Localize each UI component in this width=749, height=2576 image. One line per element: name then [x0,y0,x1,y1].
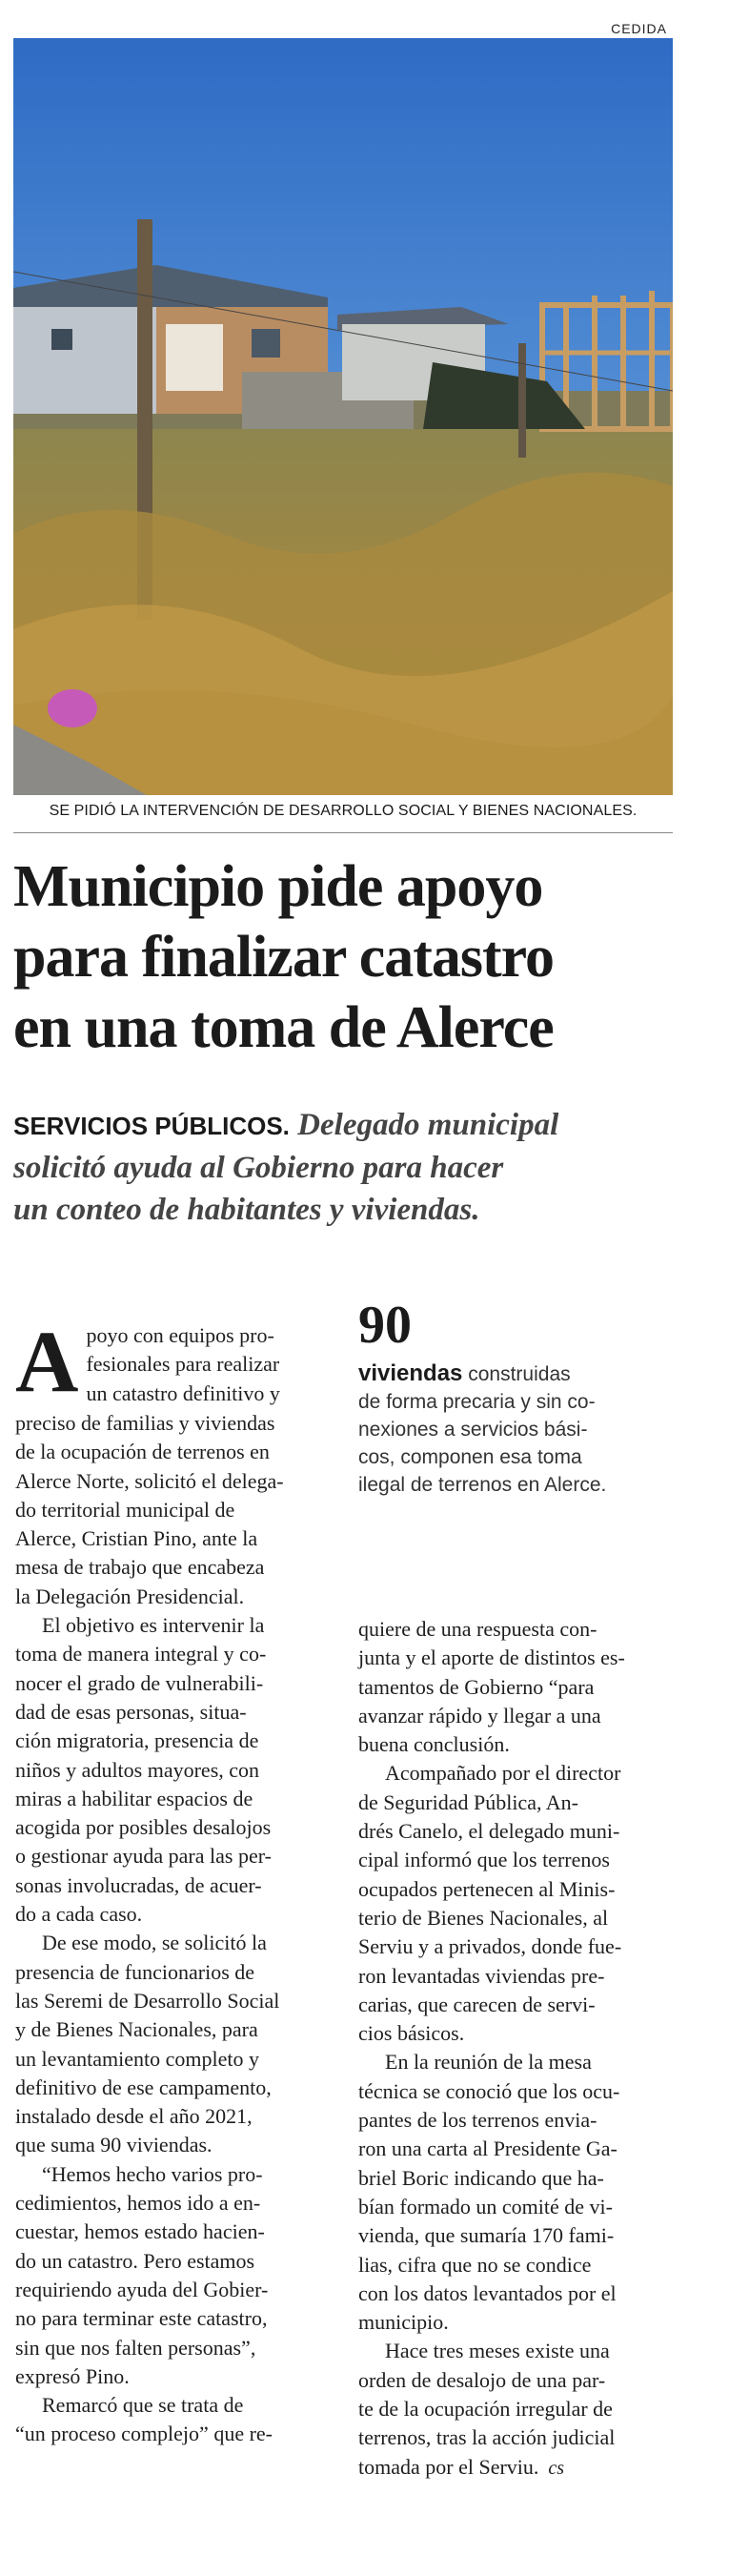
body-line-text: ron una carta al Presidente Ga- [358,2136,617,2161]
body-line-text: toma de manera integral y co- [15,1642,267,1666]
lead-text: Delegado municipal [289,1108,559,1142]
body-line-text: drés Canelo, el delegado muni- [358,1819,620,1844]
body-line-text: pantes de los terrenos envia- [358,2108,597,2133]
body-line [15,1553,335,1582]
body-line-text: sin que nos falten personas”, [15,2335,256,2360]
body-line: poyo con equipos pro- [86,1323,274,1347]
body-line [15,1785,335,1813]
lead-line: solicitó ayuda al Gobierno para hacer [13,1151,504,1185]
body-line [15,2045,335,2074]
body-line-text: que suma 90 viviendas. [15,2133,213,2157]
stat-line: de forma precaria y sin co- [358,1391,596,1413]
body-line [15,1987,335,2015]
body-column-2 [358,1615,673,2482]
body-line [15,1409,335,1438]
body-line-text: cios básicos. [358,2021,465,2046]
photo-caption: SE PIDIÓ LA INTERVENCIÓN DE DESARROLLO SOCIAL Y BIENES NACIONALES. [49,803,638,819]
body-line [358,2251,673,2280]
body-line-text: carias, que carecen de servi- [358,1992,596,2016]
body-line-text: municipio. [358,2310,449,2335]
body-line [15,2362,335,2391]
body-line-text: cipal informó que los terrenos [358,1848,610,1872]
body-line [358,2193,673,2221]
body-line-text: lias, cifra que no se condice [358,2252,592,2277]
body-line: fesionales para realizar [86,1352,280,1377]
body-line [15,1640,335,1668]
body-line [15,1496,335,1524]
body-line-text: sonas involucradas, de acuer- [15,1872,262,1897]
stat-line: cos, componen esa toma [358,1446,582,1468]
stat-box [358,1298,673,1499]
body-line [15,1524,335,1553]
stat-line [358,1360,673,1388]
body-line [15,2304,335,2333]
body-line-text: de Seguridad Pública, An- [358,1789,578,1814]
lead-line: un conteo de habitantes y viviendas. [13,1193,480,1227]
body-line [358,1759,673,1788]
body-line [358,1904,673,1932]
body-line-text: El objetivo es intervenir la [42,1613,265,1638]
body-line-text: Acompañado por el director [385,1761,621,1786]
article-lead [13,1104,680,1231]
body-line-text: expresó Pino. [15,2363,130,2388]
photo-credit: CEDIDA [611,21,667,36]
body-line-text: no para terminar este catastro, [15,2306,268,2331]
body-line [358,1673,673,1702]
body-line [358,2453,673,2482]
body-line [358,2048,673,2076]
body-line [358,2423,673,2452]
body-line-text: mesa de trabajo que encabeza [15,1555,265,1580]
body-line [358,1817,673,1846]
body-line [15,2160,335,2189]
body-line [358,1991,673,2019]
body-line [15,1900,335,1929]
body-line-text: tamentos de Gobierno “para [358,1674,595,1699]
body-line-text: requiriendo ayuda del Gobier- [15,2277,269,2301]
body-line-text: do a cada caso. [15,1902,143,1927]
body-line [358,1875,673,1904]
body-line [15,1727,335,1755]
headline-line: en una toma de Alerce [13,995,554,1060]
body-line-text: Serviu y a privados, donde fue- [358,1934,622,1959]
body-line [15,1583,335,1611]
body-line-text: ron levantadas viviendas pre- [358,1963,605,1988]
body-line [15,1669,335,1698]
body-line [358,2366,673,2395]
body-line [358,2395,673,2423]
body-line-text: dad de esas personas, situa- [15,1699,247,1724]
stat-number: 90 [358,1296,412,1355]
body-line [15,2420,335,2448]
body-line [15,1813,335,1842]
body-line-text: un levantamiento completo y [15,2046,259,2071]
body-line-text: acogida por posibles desalojos [15,1815,272,1840]
body-line [358,2135,673,2163]
body-line-text: técnica se conoció que los ocu- [358,2078,620,2103]
body-line-text: ción migratoria, presencia de [15,1728,259,1753]
body-line-text: bían formado un comité de vi- [358,2194,613,2218]
body-line [358,1789,673,1817]
body-line-text: con los datos levantados por el [358,2280,617,2305]
stat-word: viviendas [358,1360,463,1386]
body-line-text: “un proceso complejo” que re- [15,2422,273,2446]
body-line-text: briel Boric indicando que ha- [358,2165,604,2190]
body-line [358,2106,673,2135]
body-lines [358,1615,673,2482]
body-line [15,2015,335,2044]
caption-divider [13,832,673,833]
body-line-text: miras a habilitar espacios de [15,1786,253,1810]
headline-line: Municipio pide apoyo [13,854,543,919]
body-line-text: terio de Bienes Nacionales, al [358,1905,609,1930]
body-line-text: orden de desalojo de una par- [358,2367,606,2392]
body-line: un catastro definitivo y [86,1380,280,1405]
lead-line [13,1104,680,1147]
body-line-text: cuestar, hemos estado hacien- [15,2219,265,2244]
body-line-text: o gestionar ayuda para las per- [15,1844,272,1869]
body-line-text: Alerce, Cristian Pino, ante la [15,1526,258,1551]
body-line [358,2337,673,2365]
body-line-text: Remarcó que se trata de [42,2393,244,2418]
body-line-text: la Delegación Presidencial. [15,1584,245,1608]
body-line-text: preciso de familias y viviendas [15,1411,275,1435]
body-line [358,2308,673,2337]
stat-description [358,1360,673,1499]
body-line-text: instalado desde el año 2021, [15,2104,253,2129]
body-line [15,1698,335,1727]
body-line [15,1611,335,1640]
stat-line: ilegal de terrenos en Alerce. [358,1474,607,1496]
body-line-text: terrenos, tras la acción judicial [358,2425,616,2450]
body-line [358,1846,673,1874]
body-line [15,1438,335,1466]
body-line-text: Hace tres meses existe una [385,2339,610,2363]
body-line-text: avanzar rápido y llegar a una [358,1703,601,1728]
body-line-text: de la ocupación de terrenos en [15,1440,270,1464]
body-line-text: tomada por el Serviu. [358,2454,539,2479]
body-line-text: De ese modo, se solicitó la [42,1931,267,1955]
article-headline [13,851,680,1063]
body-line [358,2164,673,2193]
body-line-text: do un catastro. Pero estamos [15,2248,255,2273]
body-line-text: quiere de una respuesta con- [358,1617,597,1641]
body-line [358,1702,673,1730]
body-line-text: Alerce Norte, solicitó el delega- [15,1468,284,1493]
body-line [358,1730,673,1759]
body-line [15,2131,335,2159]
body-line [358,2280,673,2308]
body-line-text: te de la ocupación irregular de [358,2397,613,2422]
stat-text: construidas [462,1363,571,1385]
body-column-1 [15,1313,335,2449]
body-line-text: En la reunión de la mesa [385,2050,592,2075]
body-line [358,2221,673,2250]
body-line [358,2019,673,2048]
body-line [15,2102,335,2131]
body-line-text: vienda, que sumaría 170 fami- [358,2223,615,2248]
stat-line: nexiones a servicios bási- [358,1419,588,1441]
body-line-text: cedimientos, hemos ido a en- [15,2191,261,2216]
body-line [15,1756,335,1785]
body-line-text: junta y el aporte de distintos es- [358,1646,625,1670]
body-line [15,2218,335,2246]
headline-line: para finalizar catastro [13,925,555,990]
body-line [358,1644,673,1672]
body-line [15,2074,335,2102]
end-of-article-mark: cs [548,2457,565,2479]
body-line-text: “Hemos hecho varios pro- [42,2161,263,2186]
body-line-text: definitivo de ese campamento, [15,2075,272,2099]
body-line-text: nocer el grado de vulnerabili- [15,1670,264,1695]
body-line-text: presencia de funcionarios de [15,1959,255,1984]
body-line [358,1932,673,1961]
body-line [15,1929,335,1957]
body-line [358,1615,673,1644]
body-line-text: y de Bienes Nacionales, para [15,2017,258,2042]
body-line [15,2276,335,2304]
body-line [15,1871,335,1900]
body-line-text: do territorial municipal de [15,1497,235,1522]
body-line [358,2077,673,2106]
body-line [15,2334,335,2362]
body-lines [15,1409,335,2449]
body-line-text: las Seremi de Desarrollo Social [15,1988,280,2013]
body-line-text: niños y adultos mayores, con [15,1757,260,1782]
body-line [15,1958,335,1987]
body-line [358,1962,673,1991]
article-photo [13,38,673,795]
body-line [15,1842,335,1871]
body-line-text: buena conclusión. [358,1732,510,1757]
settlement-photo-illustration [13,38,673,795]
section-tag: SERVICIOS PÚBLICOS. [13,1112,290,1140]
body-line-text: ocupados pertenecen al Minis- [358,1876,616,1901]
body-line [15,2247,335,2276]
body-line [15,1467,335,1496]
body-line [15,2189,335,2218]
drop-cap: A [15,1313,79,1410]
body-line [15,2391,335,2420]
